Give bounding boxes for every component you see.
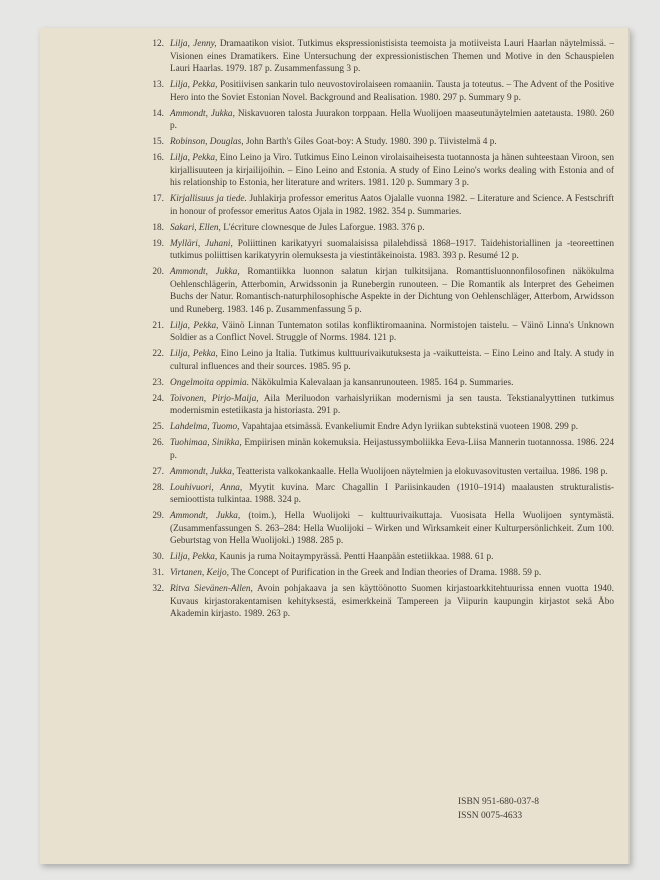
list-item [132, 510, 614, 548]
entry-author: Ongelmoita oppimia. [170, 377, 250, 388]
list-item [132, 466, 614, 479]
issn-number: ISSN 0075-4633 [458, 811, 523, 821]
entry-text: Empiirisen minän kokemuksia. Heijastussymboliikka Eeva-Liisa Mannerin tuotannossa. 1986. 224 p. [170, 438, 614, 461]
entry-author: Ammondt, Jukka, [170, 511, 241, 521]
entry-author: Mylläri, Juhani, [170, 238, 233, 249]
entry-author: Lilja, Jenny, [170, 39, 217, 49]
entry-text: Romantiikka luonnon salatun kirjan tulkitsijana. Romanttisluonnonfilosofinen näkökulma Oehlenschlägerin, Atterbomin, Arwidssonin ja Runebergin runouteen. – Die Romantik als Interpret des Geheimen Buchs der Natur. Romantisch-naturphilosophische Aspekte in der Dichtung von Oehlenschläger, Atterbom, Arwidsson und Runeberg. 1983. 146 p. Zusammenfassung 5 p. [170, 267, 615, 315]
entry-author: Robinson, Douglas, [170, 137, 244, 147]
entry-number: 28. [152, 482, 164, 493]
entry-author: Kirjallisuus ja tiede. [170, 194, 247, 204]
entry-number: 17. [152, 194, 164, 204]
entry-number: 20. [152, 267, 164, 277]
entry-author: Sakari, Ellen, [170, 222, 221, 233]
entry-author: Toivonen, Pirjo-Maija, [170, 393, 259, 404]
entry-author: Lilja, Pekka, [170, 349, 218, 359]
entry-text: Myytit kuvina. Marc Chagallin I Pariisinkauden (1910–1914) maalausten strukturalistis-semioottista tulkintaa. 1988. 324 p. [170, 482, 614, 505]
book-back-cover [40, 28, 630, 864]
entry-text: Näkökulmia Kalevalaan ja kansanrunouteen. 1985. 164 p. Summaries. [251, 377, 514, 388]
publication-list [132, 38, 614, 624]
list-item [132, 348, 614, 373]
entry-text: The Concept of Purification in the Greek and Indian theories of Drama. 1988. 59 p. [231, 568, 542, 578]
entry-author: Ritva Sievänen-Allen, [170, 584, 253, 594]
entry-text: (toim.), Hella Wuolijoki – kulttuurivaikuttaja. Vuosisata Hella Wuolijoen syntymästä. (Zusammenfassungen S. 263–284: Hella Wuolijoki – Wirken und Wirksamkeit einer Kulturpersönlichkeit. Zum 100. Geburtstag von Hella Wuolijoki.) 1988. 285 p. [170, 511, 614, 546]
entry-text: Teatterista valkokankaalle. Hella Wuolijoen näytelmien ja elokuvasovitusten vertailua. 1986. 198 p. [236, 466, 608, 477]
list-item [132, 551, 614, 564]
entry-text: L'écriture clownesque de Jules Laforgue. 1983. 376 p. [223, 222, 425, 233]
list-item [132, 266, 614, 316]
entry-text: Aila Meriluodon varhaislyriikan modernismi ja sen tausta. Tekstianalyyttinen tutkimus modernismin estetiikasta ja historiasta. 291 p. [170, 393, 614, 416]
entry-text: Eino Leino ja Italia. Tutkimus kulttuurivaikutuksesta ja -vaikutteista. – Eino Leino and Italy. A study in cultural influences and their sources. 1985. 95 p. [170, 349, 615, 372]
entry-text: Poliittinen karikatyyri suomalaisissa pilalehdissä 1868–1917. Taidehistoriallinen ja -teoreettinen tutkimus poliittisen karikatyyrin olemuksesta ja viestintäkeinoista. 1983. 393 p. Resumé 12 p. [170, 238, 614, 261]
list-item [132, 567, 614, 580]
list-item [132, 377, 614, 390]
entry-text: Niskavuoren talosta Juurakon torppaan. Hella Wuolijoen maaseutunäytelmien aatetausta. 1980. 260 p. [170, 108, 614, 131]
list-item [132, 482, 614, 507]
isbn-number: ISBN 951-680-037-8 [458, 797, 540, 807]
entry-number: 21. [152, 320, 164, 331]
list-item [132, 437, 614, 462]
entry-text: Positiivisen sankarin tulo neuvostovirolaiseen romaaniin. Tausta ja toteutus. – The Advent of the Positive Hero into the Soviet Estonian Novel. Background and Realisation. 1980. 297 p. Summary 9 p. [170, 80, 615, 103]
list-item [132, 136, 614, 149]
entry-author: Lilja, Pekka, [170, 320, 219, 331]
list-item [132, 320, 614, 345]
entry-number: 24. [152, 393, 164, 404]
identifier-block [458, 795, 539, 823]
entry-number: 15. [152, 137, 164, 147]
entry-number: 12. [152, 39, 164, 49]
entry-author: Tuohimaa, Sinikka, [170, 438, 242, 448]
list-item [132, 38, 614, 76]
entry-number: 32. [152, 584, 164, 594]
entry-number: 25. [152, 422, 164, 432]
entry-author: Lahdelma, Tuomo, [170, 422, 240, 432]
entry-text: Juhlakirja professor emeritus Aatos Ojalalle vuonna 1982. – Literature and Science. A Festschrift in honour of professor emeritus Aatos Ojala in 1982. 1982. 354 p. Summaries. [170, 194, 615, 217]
list-item [132, 583, 614, 621]
entry-text: Väinö Linnan Tuntematon sotilas konfliktiromaanina. Normistojen taistelu. – Väinö Linna's Unknown Soldier as a Conflict Novel. Struggle of Norms. 1984. 121 p. [170, 320, 614, 343]
entry-number: 27. [152, 466, 164, 477]
entry-text: Dramaatikon visiot. Tutkimus ekspressionistisista teemoista ja motiiveista Lauri Haarlan näytelmissä. – Visionen eines Dramatikers. Eine Untersuchung der expressionistischen Themen und Motive in den Schauspielen Lauri Haarlas. 1979. 187 p. Zusammenfassung 3 p. [170, 39, 614, 74]
list-item [132, 238, 614, 263]
entry-author: Lilja, Pekka, [170, 80, 218, 90]
entry-number: 13. [152, 80, 164, 90]
entry-number: 16. [152, 153, 164, 163]
entry-text: Kaunis ja ruma Noitaympyrässä. Pentti Haanpään estetiikkaa. 1988. 61 p. [219, 552, 494, 562]
entry-author: Ammondt, Jukka, [170, 108, 235, 119]
entry-number: 29. [152, 511, 164, 521]
entry-number: 18. [152, 222, 164, 233]
entry-author: Lilja, Pekka, [170, 153, 218, 163]
list-item [132, 222, 614, 235]
entry-number: 30. [152, 552, 164, 562]
entry-text: John Barth's Giles Goat-boy: A Study. 1980. 390 p. Tiivistelmä 4 p. [245, 137, 497, 147]
list-item [132, 193, 614, 218]
list-item [132, 108, 614, 133]
entry-author: Louhivuori, Anna, [170, 482, 243, 493]
entry-text: Eino Leino ja Viro. Tutkimus Eino Leinon virolaisaiheisesta tuotannosta ja hänen suhteestaan Viroon, sen kirjallisuuteen ja kirjailijoihin. – Eino Leino and Estonia. A study of Eino Leino's works dealing with Estonia and of his relationship to Estonia, her literature and writers. 1981. 120 p. Summary 3 p. [170, 153, 614, 188]
entry-author: Ammondt, Jukka, [170, 267, 240, 277]
entry-number: 19. [152, 238, 164, 249]
list-item [132, 79, 614, 104]
entry-author: Ammondt, Jukka, [170, 466, 235, 477]
entry-number: 23. [152, 377, 164, 388]
list-item [132, 393, 614, 418]
entry-number: 31. [152, 568, 164, 578]
entry-number: 22. [152, 349, 164, 359]
entry-number: 26. [152, 438, 164, 448]
entry-text: Vapahtajaa etsimässä. Evankeliumit Endre Adyn lyriikan subtekstinä vuoteen 1908. 299 p. [241, 422, 579, 432]
list-item [132, 152, 614, 190]
entry-number: 14. [152, 108, 164, 119]
list-item [132, 421, 614, 434]
entry-text: Avoin pohjakaava ja sen käyttöönotto Suomen kirjastoarkkitehtuurissa ennen vuotta 1940. Kuvaus kirjastorakentamisen kehityksestä, esimerkkeinä Tampereen ja Viipurin kaupungin kirjastot sekä Åbo Akademin kirjasto. 1989. 263 p. [170, 584, 615, 619]
entry-author: Virtanen, Keijo, [170, 568, 229, 578]
entry-author: Lilja, Pekka, [170, 552, 218, 562]
